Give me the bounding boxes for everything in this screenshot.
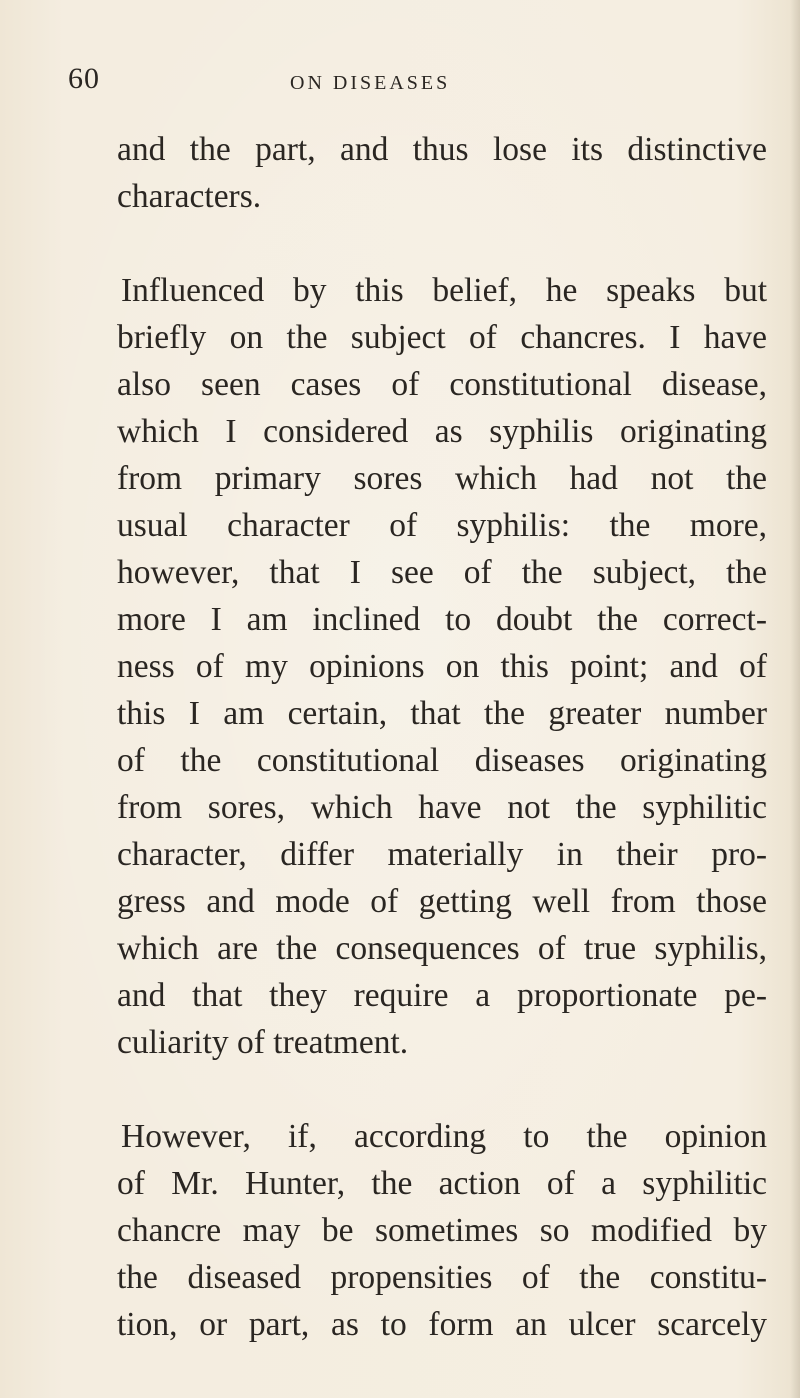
text-line: however, that I see of the subject, the <box>117 554 767 591</box>
text-line: and that they require a proportionate pe- <box>117 977 767 1014</box>
body-text <box>117 126 767 1348</box>
text-line: ness of my opinions on this point; and of <box>117 648 767 685</box>
text-line: and the part, and thus lose its distinctive <box>117 131 767 168</box>
paragraph-2 <box>117 267 767 1066</box>
text-line: chancre may be sometimes so modified by <box>117 1212 767 1249</box>
text-line: more I am inclined to doubt the correct- <box>117 601 767 638</box>
running-title: ON DISEASES <box>290 72 451 94</box>
paragraph-1 <box>117 126 767 220</box>
text-line: usual character of syphilis: the more, <box>117 507 767 544</box>
paragraph-3 <box>117 1113 767 1348</box>
text-line: also seen cases of constitutional disease, <box>117 366 767 403</box>
text-line: which I considered as syphilis originating <box>117 413 767 450</box>
text-line: which are the consequences of true syphilis, <box>117 930 767 967</box>
page-number: 60 <box>68 62 100 95</box>
text-line: of Mr. Hunter, the action of a syphilitic <box>117 1165 767 1202</box>
text-line: However, if, according to the opinion <box>121 1118 767 1155</box>
text-line: gress and mode of getting well from those <box>117 883 767 920</box>
text-line: of the constitutional diseases originating <box>117 742 767 779</box>
page-edge-shadow <box>790 0 800 1398</box>
text-line: Influenced by this belief, he speaks but <box>121 272 767 309</box>
text-line: this I am certain, that the greater number <box>117 695 767 732</box>
text-line: characters. <box>117 178 262 215</box>
running-header <box>0 62 800 102</box>
text-line: from sores, which have not the syphilitic <box>117 789 767 826</box>
text-line: the diseased propensities of the constitu- <box>117 1259 767 1296</box>
text-line: character, differ materially in their pro- <box>117 836 767 873</box>
text-line: tion, or part, as to form an ulcer scarcely <box>117 1306 767 1343</box>
text-line: briefly on the subject of chancres. I have <box>117 319 767 356</box>
text-line: from primary sores which had not the <box>117 460 767 497</box>
text-line: culiarity of treatment. <box>117 1024 409 1061</box>
